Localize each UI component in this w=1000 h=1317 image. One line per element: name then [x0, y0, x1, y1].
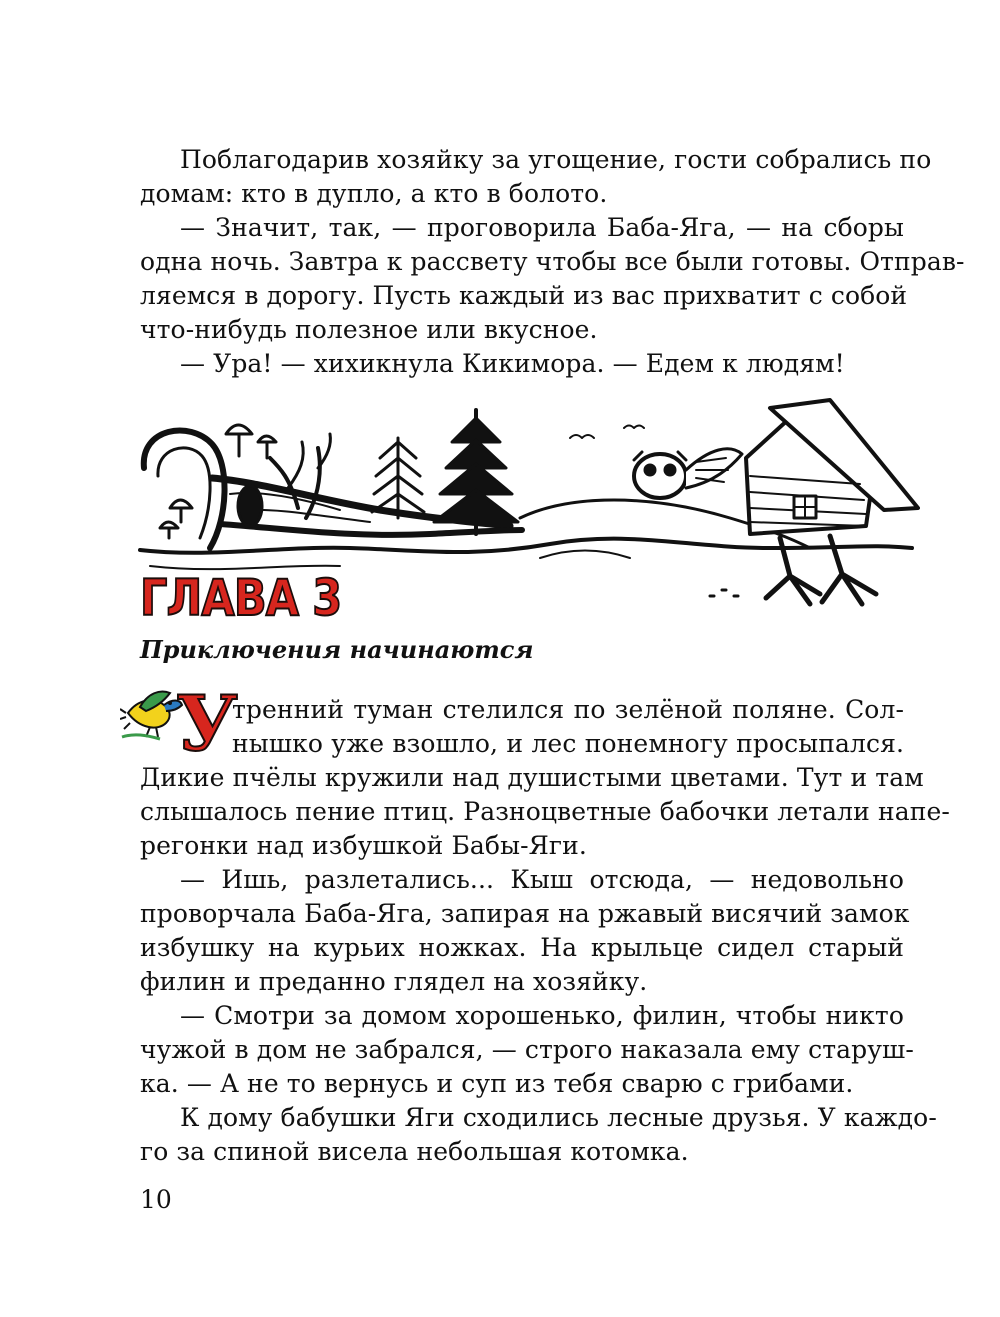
text-line: — Значит, так, — проговорила Баба-Яга, — на сборы — [180, 213, 904, 242]
text-line: чужой в дом не забрался, — строго наказала ему старуш- — [140, 1035, 914, 1064]
bird-icon — [120, 683, 184, 743]
text-line: филин и преданно глядел на хозяйку. — [140, 967, 648, 996]
text-line: Поблагодарив хозяйку за угощение, гости собрались по — [180, 145, 932, 174]
text-line: К дому бабушки Яги сходились лесные друзья. У каждо- — [180, 1103, 937, 1132]
text-line: тренний туман стелился по зелёной поляне. Сол- — [232, 695, 904, 724]
drop-cap: У — [176, 679, 238, 768]
text-line: — Смотри за домом хорошенько, филин, чтобы никто — [180, 1001, 904, 1030]
text-line: слышалось пение птиц. Разноцветные бабочки летали напе- — [140, 797, 950, 826]
chapter-heading: ГЛАВА 3 — [140, 569, 342, 627]
text-line: — Ишь, разлетались... Кыш отсюда, — недовольно — [180, 865, 904, 894]
text-line: избушку на курьих ножках. На крыльце сидел старый — [140, 933, 904, 962]
text-line: ляемся в дорогу. Пусть каждый из вас прихватит с собой — [140, 281, 908, 310]
chapter-subtitle: Приключения начинаются — [140, 635, 534, 664]
text-line: регонки над избушкой Бабы-Яги. — [140, 831, 587, 860]
page-number: 10 — [140, 1185, 172, 1214]
text-line: проворчала Баба-Яга, запирая на ржавый висячий замок — [140, 899, 910, 928]
text-line: го за спиной висела небольшая котомка. — [140, 1137, 689, 1166]
text-line: одна ночь. Завтра к рассвету чтобы все были готовы. Отправ- — [140, 247, 965, 276]
text-line: нышко уже взошло, и лес понемногу просыпался. — [232, 729, 904, 758]
text-line: ка. — А не то вернусь и суп из тебя сварю с грибами. — [140, 1069, 854, 1098]
text-line: домам: кто в дупло, а кто в болото. — [140, 179, 608, 208]
text-line: Дикие пчёлы кружили над душистыми цветами. Тут и там — [140, 763, 924, 792]
text-line: — Ура! — хихикнула Кикимора. — Едем к людям! — [180, 349, 845, 378]
text-line: что-нибудь полезное или вкусное. — [140, 315, 598, 344]
